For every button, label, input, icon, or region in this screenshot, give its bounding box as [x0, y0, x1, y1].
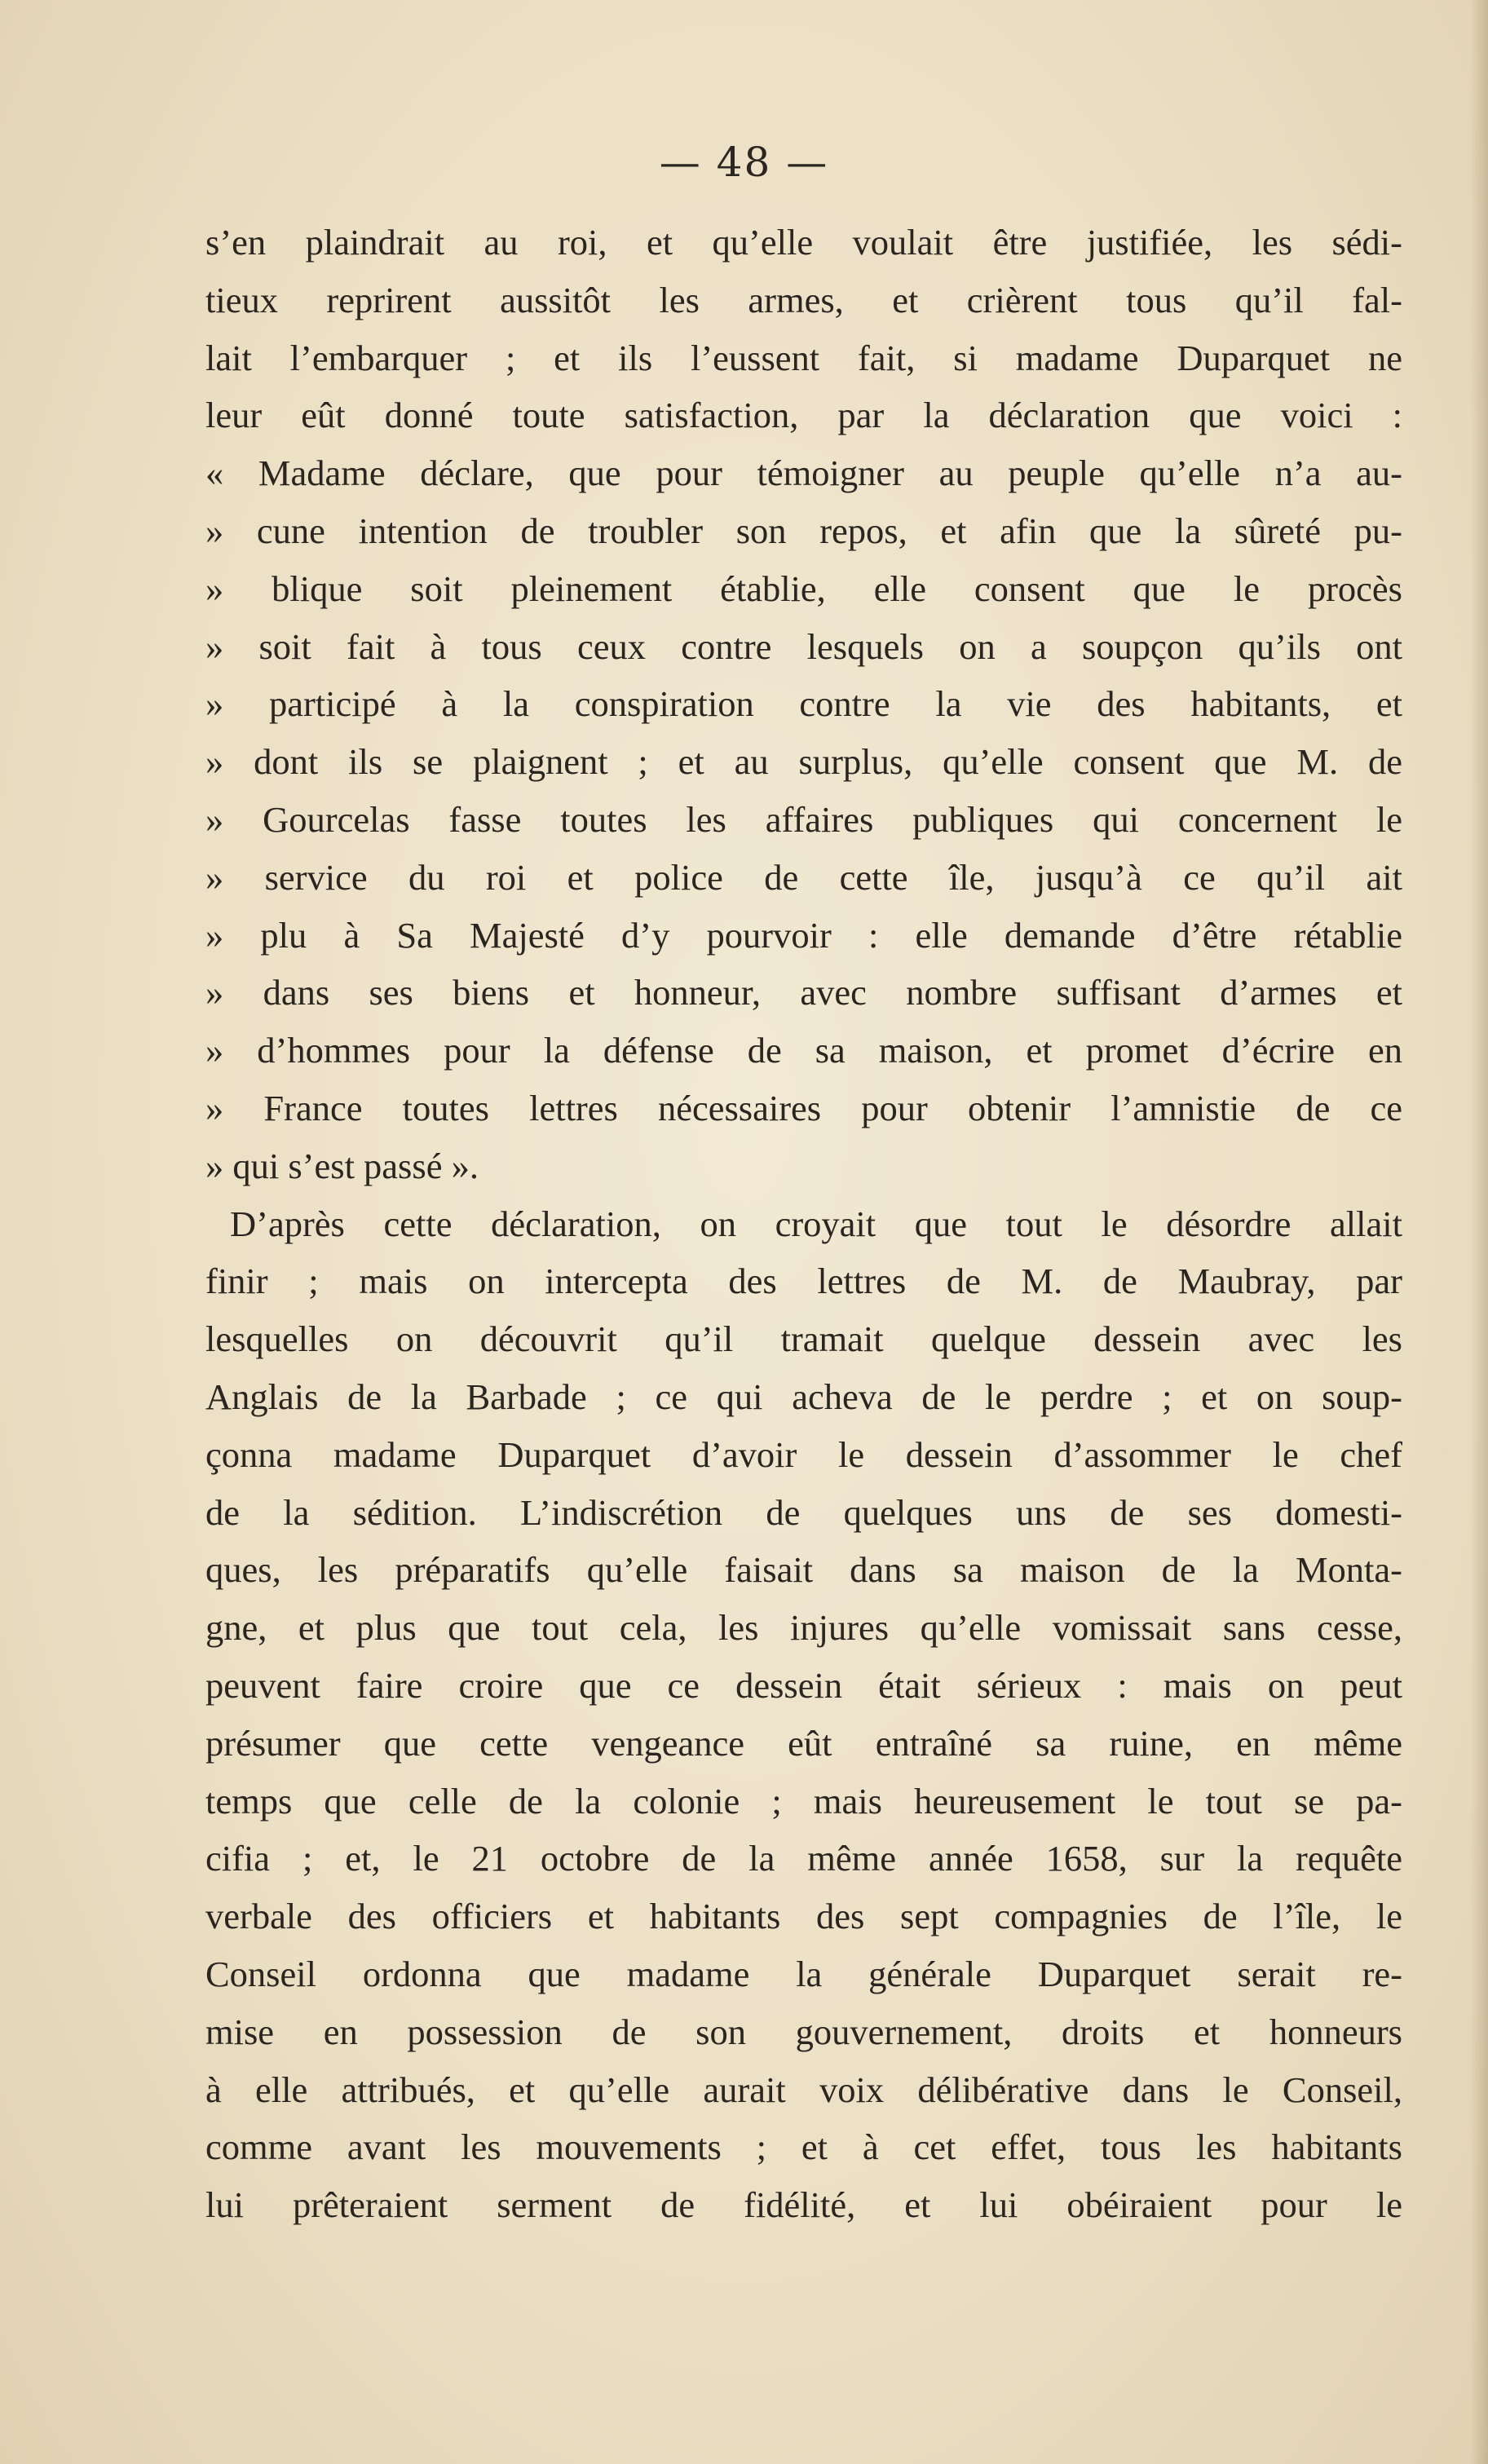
text-line: tieux reprirent aussitôt les armes, et crièrent tous qu’il fal-: [205, 279, 1402, 320]
text-line: gne, et plus que tout cela, les injures qu’elle vomissait sans cesse,: [205, 1607, 1402, 1649]
text-line: leur eût donné toute satisfaction, par la déclaration que voici :: [205, 395, 1402, 436]
text-line: » France toutes lettres nécessaires pour obtenir l’amnistie de ce: [205, 1087, 1402, 1128]
text-line: peuvent faire croire que ce dessein était sérieux : mais on peut: [205, 1664, 1402, 1706]
text-line: présumer que cette vengeance eût entraîné sa ruine, en même: [205, 1722, 1402, 1764]
text-line: » plu à Sa Majesté d’y pourvoir : elle demande d’être rétablie: [205, 914, 1402, 956]
text-line: comme avant les mouvements ; et à cet effet, tous les habitants: [205, 2126, 1402, 2168]
text-line: verbale des officiers et habitants des sept compagnies de l’île, le: [205, 1896, 1402, 1937]
text-line: » qui s’est passé ».: [205, 1145, 479, 1186]
text-line: s’en plaindrait au roi, et qu’elle voulait être justifiée, les sédi-: [205, 222, 1402, 263]
text-line: finir ; mais on intercepta des lettres de M. de Maubray, par: [205, 1261, 1402, 1302]
text-line: de la sédition. L’indiscrétion de quelques uns de ses domesti-: [205, 1491, 1402, 1533]
text-line: lui prêteraient serment de fidélité, et lui obéiraient pour le: [205, 2184, 1402, 2226]
text-line: Anglais de la Barbade ; ce qui acheva de le perdre ; et on soup-: [205, 1376, 1402, 1417]
text-line: lesquelles on découvrit qu’il tramait quelque dessein avec les: [205, 1318, 1402, 1360]
text-line: » dans ses biens et honneur, avec nombre suffisant d’armes et: [205, 972, 1402, 1013]
text-line: « Madame déclare, que pour témoigner au peuple qu’elle n’a au-: [205, 453, 1402, 494]
page-number: — 48 —: [659, 139, 829, 186]
text-line: » Gourcelas fasse toutes les affaires publiques qui concernent le: [205, 798, 1402, 840]
text-line: à elle attribués, et qu’elle aurait voix délibérative dans le Conseil,: [205, 2069, 1402, 2110]
text-line: » soit fait à tous ceux contre lesquels on a soupçon qu’ils ont: [205, 625, 1402, 667]
body-text: [205, 214, 1402, 2234]
text-line: cifia ; et, le 21 octobre de la même année 1658, sur la requête: [205, 1838, 1402, 1879]
text-line: » dont ils se plaignent ; et au surplus, qu’elle consent que M. de: [205, 741, 1402, 783]
text-line: temps que celle de la colonie ; mais heureusement le tout se pa-: [205, 1780, 1402, 1822]
text-line: » participé à la conspiration contre la vie des habitants, et: [205, 683, 1402, 725]
text-line: çonna madame Duparquet d’avoir le dessein d’assommer le chef: [205, 1433, 1402, 1475]
page-edge-shadow: [1470, 0, 1488, 2464]
text-line: ques, les préparatifs qu’elle faisait dans sa maison de la Monta-: [205, 1549, 1402, 1591]
text-line: mise en possession de son gouvernement, droits et honneurs: [205, 2011, 1402, 2052]
text-line: D’après cette déclaration, on croyait que tout le désordre allait: [230, 1203, 1402, 1244]
text-line: » blique soit pleinement établie, elle consent que le procès: [205, 567, 1402, 609]
text-line: » service du roi et police de cette île, jusqu’à ce qu’il ait: [205, 856, 1402, 898]
text-line: » cune intention de troubler son repos, et afin que la sûreté pu-: [205, 510, 1402, 551]
text-line: Conseil ordonna que madame la générale Duparquet serait re-: [205, 1953, 1402, 1994]
text-line: lait l’embarquer ; et ils l’eussent fait, si madame Duparquet ne: [205, 337, 1402, 378]
text-line: » d’hommes pour la défense de sa maison, et promet d’écrire en: [205, 1030, 1402, 1071]
